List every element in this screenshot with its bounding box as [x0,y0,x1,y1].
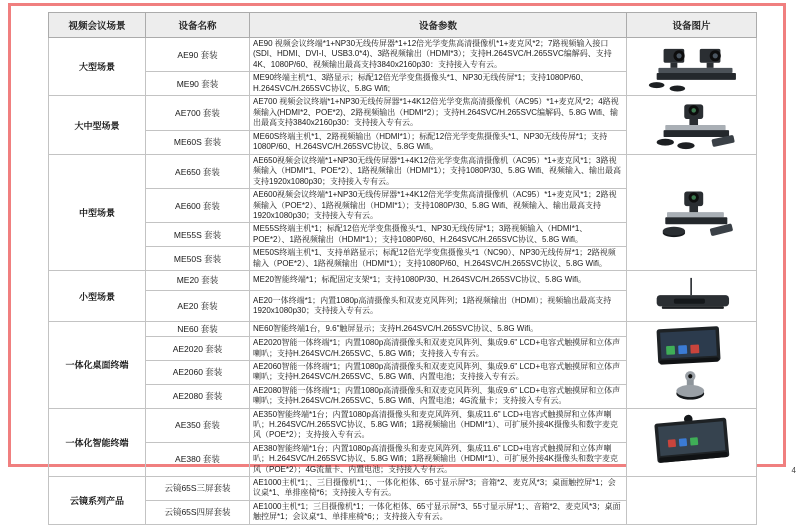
device-name-cell: AE600 套装 [146,189,250,223]
device-params-cell: AE1000主机*1；三目摄像机*1；一体化柜体、65寸显示屏*3、55寸显示屏*1；、音箱*2、麦克风*3；桌面触控屏*1；会议桌*1、单排座椅*6；；支持接入专有云。 [250,500,627,524]
device-name-cell: AE90 套装 [146,38,250,72]
device-row [49,38,757,72]
device-params-cell: AE650视频会议终端*1+NP30无线传屏器*1+4K12倍光学变焦高清摄像机（AC95）*1+麦克风*1；3路视频输入（HDMI*1、POE*2）、1路视频输出（HDMI*1）；支持1080P/30、5.8G Wifi、视频输入、输出最高支持1920x1080p30；支持接入专有云。 [250,155,627,189]
device-params-cell: AE20一体终端*1；内置1080p高清摄像头和双麦克风阵列；1路视频输出（HDMI）；视频输出最高支持1920x1080p30；支持接入专有云。 [250,290,627,321]
device-params-cell: AE2080智能一体终端*1；内置1080p高清摄像头和双麦克风阵列、集成9.6" LCD+电容式触摸屏和立体声喇叭；支持H.264SVC/H.265SVC、5.8G Wifi、内置电池；4G流量卡；支持接入专有云。 [250,384,627,408]
header-device-name: 设备名称 [146,13,250,38]
smart-tablet-terminal-photo [640,412,744,472]
desktop-tablet-and-stand-terminal-photo [640,326,744,404]
device-photo-cell [627,322,757,408]
device-params-cell: ME60S终端主机*1、2路视频输出（HDMI*1）；标配12倍光学变焦摄像头*1、NP30无线传屏*1；支持1080P/60、H.264SVC/H.265SVC协议、5.8G Wifi。 [250,130,627,154]
device-name-cell: AE2060 套装 [146,360,250,384]
header-device-photo: 设备图片 [627,13,757,38]
device-params-cell: AE350智能终端*1台；内置1080p高清摄像头和麦克风阵列、集成11.6" LCD+电容式触摸屏和立体声喇叭；H.264SVC/H.265SVC协议、5.8G Wifi；1路视频输出（HDMI*1）、可扩展外接4K摄像头和数字麦克风（POE*2）；支持接入专有云。 [250,408,627,442]
device-name-cell: ME50S 套装 [146,247,250,271]
device-name-cell: NE60 套装 [146,322,250,337]
device-photo-cell [627,155,757,271]
device-params-cell: AE2020智能一体终端*1；内置1080p高清摄像头和双麦克风阵列、集成9.6" LCD+电容式触摸屏和立体声喇叭；支持H.264SVC/H.265SVC、5.8G Wifi；支持接入专有云。 [250,337,627,361]
scenario-cell: 小型场景 [49,271,146,322]
table-header-row [49,13,757,38]
device-name-cell: AE2080 套装 [146,384,250,408]
device-table [48,12,757,525]
device-name-cell: AE380 套装 [146,442,250,476]
device-photo-cell [627,408,757,476]
device-params-cell: NE60智能终端1台，9.6"触屏显示；支持H.264SVC/H.265SVC协议、5.8G Wifi。 [250,322,627,337]
device-params-cell: AE1000主机*1；、三目摄像机*1；、一体化柜体、65寸显示屏*3；音箱*2、麦克风*3；桌面触控屏*1；会议桌*1、单排座椅*6；支持接入专有云。 [250,476,627,500]
page-number: 4 [791,466,796,475]
device-table-body [49,38,757,525]
scenario-cell: 大中型场景 [49,96,146,155]
device-params-cell: ME20智能终端*1；标配固定支架*1；支持1080P/30、H.264SVC/H.265SVC协议、5.8G Wifi。 [250,271,627,291]
scenario-cell: 一体化桌面终端 [49,322,146,408]
device-params-cell: AE2060智能一体终端*1；内置1080p高清摄像头和双麦克风阵列、集成9.6" LCD+电容式触摸屏和立体声喇叭；支持H.264SVC/H.265SVC、5.8G Wifi、内置电池；支持接入专有云。 [250,360,627,384]
scenario-cell: 云镜系列产品 [49,476,146,524]
device-row [49,408,757,442]
device-name-cell: AE2020 套装 [146,337,250,361]
dual-camera-codec-set-photo [636,42,748,92]
device-name-cell: ME20 套装 [146,271,250,291]
device-name-cell: 云镜65S四屏套装 [146,500,250,524]
scenario-cell: 一体化智能终端 [49,408,146,476]
soundbar-terminal-photo [636,274,748,318]
device-name-cell: ME90 套装 [146,72,250,96]
device-row [49,155,757,189]
device-name-cell: 云镜65S三屏套装 [146,476,250,500]
device-name-cell: AE20 套装 [146,290,250,321]
header-scenario: 视频会议场景 [49,13,146,38]
camera-codec-mic-set-photo [636,99,748,151]
device-params-cell: ME90终端主机*1、3路显示；标配12倍光学变焦摄像头*1、NP30无线传屏*1；支持1080P/60、H.264SVC/H.265SVC协议、5.8G Wifi; [250,72,627,96]
device-photo-cell [627,38,757,96]
device-params-cell: AE90 视频会议终端*1+NP30无线传屏器*1+12倍光学变焦高清摄像机*1+麦克风*2；7路视频输入接口(SDI、HDMI、DVI-I、USB3.0*4)、3路视频输出（HDMI*3）；支持H.264SVC/H.265SVC编解码、支持4K、1080P/60、视频输出最高支持3840x2160p30：支持接入专有云。 [250,38,627,72]
scenario-cell: 大型场景 [49,38,146,96]
camera-codec-puckmic-remote-set-photo [636,184,748,242]
device-row [49,271,757,291]
device-row [49,322,757,337]
device-name-cell: AE350 套装 [146,408,250,442]
device-photo-cell [627,476,757,524]
device-params-cell: ME55S终端主机*1；标配12倍光学变焦摄像头*1、NP30无线传屏*1；3路视频输入（HDMI*1、POE*2）、1路视频输出（HDMI*1）；支持1080P/60、H.264SVC/H.265SVC协议、5.8G Wifi。 [250,223,627,247]
header-device-params: 设备参数 [250,13,627,38]
device-name-cell: AE650 套装 [146,155,250,189]
device-params-cell: AE700 视频会议终端*1+NP30无线传屏器*1+4K12倍光学变焦高清摄像机（AC95）*1+麦克风*2；4路视频输入(HDMI*2、POE*2)、2路视频输出（HDMI*2）；支持H.264SVC/H.265SVC编解码、5.8G Wifi、输出最高支持3840x2160p30：支持接入专有云。 [250,96,627,131]
device-params-cell: ME50S终端主机*1、支持单路显示；标配12倍光学变焦摄像头*1（NC90）、NP30无线传屏*1；2路视频输入（POE*2）、1路视频输出（HDMI*1）；支持1080P/60、H.264SVC/H.265SVC协议、5.8G Wifi。 [250,247,627,271]
device-params-cell: AE380智能终端*1台；内置1080p高清摄像头和麦克风阵列、集成11.6" LCD+电容式触摸屏和立体声喇叭；H.264SVC/H.265SVC协议、5.8G Wifi；1路视频输出（HDMI*1）、可扩展外接4K摄像头和数字麦克风（POE*2）；4G流量卡、内置电池；支持接入专有云。 [250,442,627,476]
device-photo-cell [627,271,757,322]
device-photo-cell [627,96,757,155]
device-params-cell: AE600视频会议终端*1+NP30无线传屏器*1+4K12倍光学变焦高清摄像机（AC95）*1+麦克风*1；2路视频输入（POE*2）、1路视频输出（HDMI*1）；支持1080P/30、5.8G Wifi、视频输入、输出最高支持1920x1080p30；支持接入专有云。 [250,189,627,223]
device-name-cell: ME55S 套装 [146,223,250,247]
device-name-cell: AE700 套装 [146,96,250,131]
device-row [49,96,757,131]
device-name-cell: ME60S 套装 [146,130,250,154]
scenario-cell: 中型场景 [49,155,146,271]
device-row [49,476,757,500]
